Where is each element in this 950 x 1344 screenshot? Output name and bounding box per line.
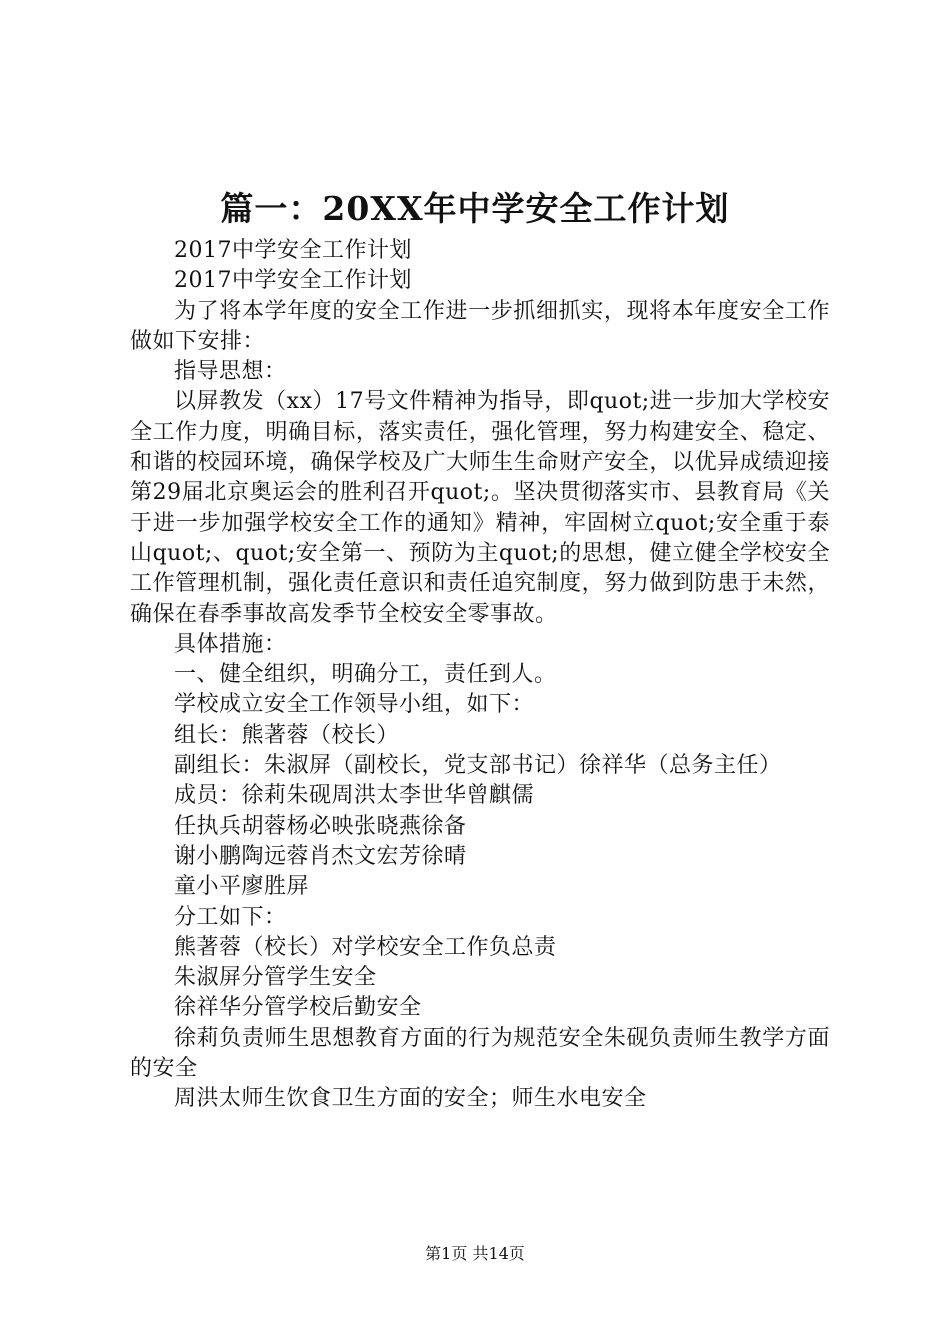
paragraph: 学校成立安全工作领导小组，如下： <box>174 692 535 718</box>
paragraph: 任执兵胡蓉杨必映张晓燕徐备 <box>174 813 467 839</box>
paragraph: 徐莉负责师生思想教育方面的行为规范安全朱砚负责师生教学方面的安全 <box>130 1025 830 1082</box>
page-title: 篇一：20XX年中学安全工作计划 <box>220 189 730 228</box>
paragraph: 副组长：朱淑屏（副校长，党支部书记）徐祥华（总务主任） <box>174 753 782 779</box>
paragraph: 以屏教发（xx）17号文件精神为指导，即quot;进一步加大学校安全工作力度，明确目标，落实责任，强化管理，努力构建安全、稳定、和谐的校园环境，确保学校及广大师生生命财产安全，以优异成绩迎接第29届北京奥运会的胜利召开quot;。坚决贯彻落实市、县教育局《关于进一步加强学校安全工作的通知》精神，牢固树立quot;安全重于泰山quot;、quot;安全第一、预防为主quot;的思想，健立健全学校安全工作管理机制，强化责任意识和责任追究制度，努力做到防患于未然，确保在春季事故高发季节全校安全零事故。 <box>130 389 830 627</box>
document-body <box>130 236 830 1115</box>
paragraph: 具体措施： <box>174 631 287 657</box>
paragraph: 分工如下： <box>174 904 287 930</box>
paragraph: 谢小鹏陶远蓉肖杰文宏芳徐晴 <box>174 843 467 869</box>
paragraph: 童小平廖胜屏 <box>174 874 310 900</box>
paragraph: 一、健全组织，明确分工，责任到人。 <box>174 662 557 688</box>
paragraph: 熊著蓉（校长）对学校安全工作负总责 <box>174 934 557 960</box>
paragraph: 朱淑屏分管学生安全 <box>174 965 377 991</box>
paragraph: 组长：熊著蓉（校长） <box>174 722 400 748</box>
paragraph: 成员：徐莉朱砚周洪太李世华曾麒儒 <box>174 783 535 809</box>
paragraph: 2017中学安全工作计划 <box>174 268 412 294</box>
paragraph: 2017中学安全工作计划 <box>174 238 412 263</box>
paragraph: 周洪太师生饮食卫生方面的安全；师生水电安全 <box>174 1086 647 1112</box>
paragraph: 指导思想： <box>174 359 287 385</box>
paragraph: 徐祥华分管学校后勤安全 <box>174 995 422 1021</box>
paragraph: 为了将本学年度的安全工作进一步抓细抓实，现将本年度安全工作做如下安排： <box>130 298 830 354</box>
page-footer: 第1页 共14页 <box>425 1244 525 1263</box>
